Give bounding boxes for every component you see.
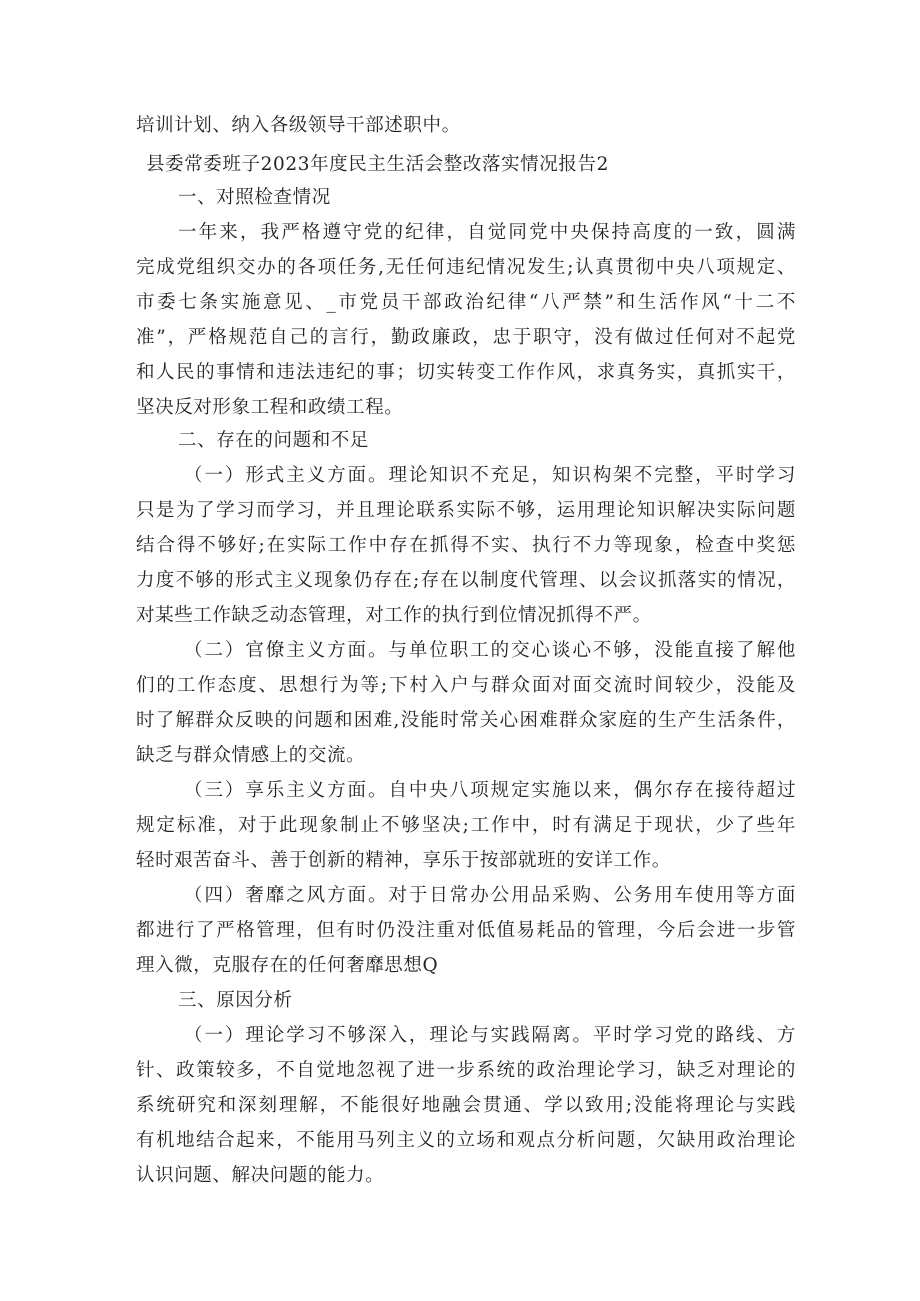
text-line: 对某些工作缺乏动态管理，对工作的执行到位情况抓得不严。	[136, 605, 652, 626]
text-line: （一）形式主义方面。理论知识不充足，知识构架不完整，平时学习	[184, 465, 796, 486]
text-line: 缺乏与群众情感上的交流。	[136, 745, 366, 766]
section-heading: 二、存在的问题和不足	[178, 430, 370, 451]
text-line: （四）奢靡之风方面。对于日常办公用品采购、公务用车使用等方面	[184, 885, 796, 906]
text-line: 认识问题、解决问题的能力。	[136, 1165, 385, 1186]
text-line: 完成党组织交办的各项任务,无任何违纪情况发生;认真贯彻中央八项规定、	[136, 257, 796, 278]
text-line: 都进行了严格管理，但有时仍没注重对低值易耗品的管理，今后会进一步管	[136, 920, 796, 941]
text-line: 只是为了学习而学习，并且理论联系实际不够，运用理论知识解决实际问题	[136, 500, 796, 521]
text-line: 有机地结合起来，不能用马列主义的立场和观点分析问题，欠缺用政治理论	[136, 1130, 796, 1151]
text-line: 力度不够的形式主义现象仍存在;存在以制度代管理、以会议抓落实的情况，	[136, 570, 796, 591]
text-line: 时了解群众反映的问题和困难,没能时常关心困难群众家庭的生产生活条件，	[136, 710, 796, 731]
text-line: （三）享乐主义方面。自中央八项规定实施以来，偶尔存在接待超过	[184, 780, 796, 801]
section-heading: 一、对照检查情况	[178, 187, 331, 208]
text-line: 系统研究和深刻理解，不能很好地融会贯通、学以致用;没能将理论与实践	[136, 1095, 796, 1116]
text-line: （一）理论学习不够深入，理论与实践隔离。平时学习党的路线、方	[184, 1025, 796, 1046]
text-line: 一年来，我严格遵守党的纪律，自觉同党中央保持高度的一致，圆满	[178, 222, 796, 243]
text-line: 和人民的事情和违法违纪的事；切实转变工作作风，求真务实，真抓实干，	[136, 362, 796, 383]
text-line: 们的工作态度、思想行为等;下村入户与群众面对面交流时间较少，没能及	[136, 675, 796, 696]
text-line: 坚决反对形象工程和政绩工程。	[136, 397, 404, 418]
text-line: 培训计划、纳入各级领导干部述职中。	[136, 115, 461, 136]
text-line: 规定标准，对于此现象制止不够坚决;工作中，时有满足于现状，少了些年	[136, 815, 796, 836]
document-title: 县委常委班子2023年度民主生活会整改落实情况报告2	[146, 154, 609, 175]
text-line: （二）官僚主义方面。与单位职工的交心谈心不够，没能直接了解他	[184, 640, 796, 661]
text-line: 结合得不够好;在实际工作中存在抓得不实、执行不力等现象，检查中奖惩	[136, 535, 796, 556]
section-heading: 三、原因分析	[178, 990, 293, 1011]
text-line: 针、政策较多，不自觉地忽视了进一步系统的政治理论学习，缺乏对理论的	[136, 1060, 796, 1081]
text-line: 市委七条实施意见、_市党员干部政治纪律“八严禁”和生活作风“十二不	[136, 292, 796, 313]
text-line: 准”，严格规范自己的言行，勤政廉政，忠于职守，没有做过任何对不起党	[136, 327, 796, 348]
text-line: 轻时艰苦奋斗、善于创新的精神，享乐于按部就班的安详工作。	[136, 850, 671, 871]
text-line: 理入微，克服存在的任何奢靡思想Q	[136, 955, 439, 976]
